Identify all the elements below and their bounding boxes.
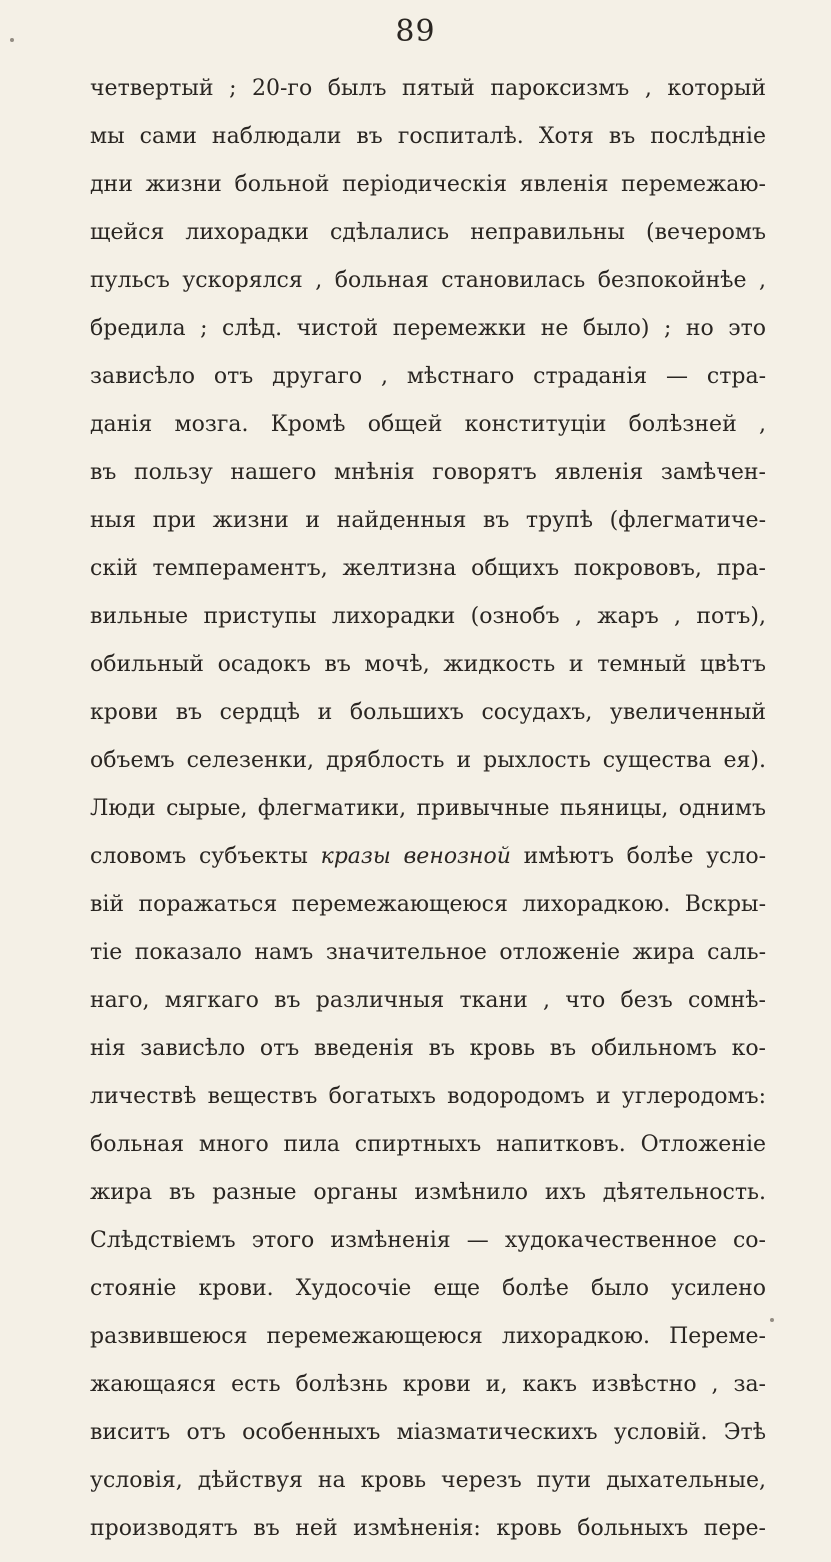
- text-line: крови въ сердцѣ и большихъ сосудахъ, увеличенный: [90, 700, 766, 725]
- paper-speck: [770, 1318, 774, 1322]
- text-line: ныя при жизни и найденныя въ трупѣ (флегматиче-: [90, 508, 766, 533]
- text-line: [90, 842, 766, 890]
- text-line: жающаяся есть болѣзнь крови и, какъ извѣстно , за-: [90, 1372, 766, 1397]
- text-line: бредила ; слѣд. чистой перемежки не было) ; но это: [90, 316, 766, 341]
- text-line: скій темпераментъ, желтизна общихъ покрововъ, пра-: [90, 556, 766, 581]
- text-line: жира въ разные органы измѣнило ихъ дѣятельность.: [90, 1180, 766, 1205]
- text-line: пульсъ ускорялся , больная становилась безпокойнѣе ,: [90, 268, 766, 293]
- text-line: Люди сырые, флегматики, привычные пьяницы, однимъ: [90, 796, 766, 821]
- text-line: личествѣ веществъ богатыхъ водородомъ и углеродомъ:: [90, 1084, 766, 1109]
- text-line: стояніе крови. Худосочіе еще болѣе было усилено: [90, 1276, 766, 1301]
- text-line: вильные приступы лихорадки (ознобъ , жаръ , потъ),: [90, 604, 766, 629]
- text-line: нія зависѣло отъ введенія въ кровь въ обильномъ ко-: [90, 1036, 766, 1061]
- text-line: условія, дѣйствуя на кровь черезъ пути дыхательные,: [90, 1468, 766, 1493]
- text-line: вій поражаться перемежающеюся лихорадкою. Вскры-: [90, 892, 766, 917]
- text-segment: словомъ субъекты: [90, 844, 321, 869]
- text-line: мы сами наблюдали въ госпиталѣ. Хотя въ послѣдніе: [90, 124, 766, 149]
- text-line: Слѣдствіемъ этого измѣненія — худокачественное со-: [90, 1228, 766, 1253]
- text-line: щейся лихорадки сдѣлались неправильны (вечеромъ: [90, 220, 766, 245]
- paper-speck: [10, 38, 14, 42]
- text-line: производятъ въ ней измѣненія: кровь больныхъ пере-: [90, 1516, 766, 1541]
- text-line: въ пользу нашего мнѣнія говорятъ явленія замѣчен-: [90, 460, 766, 485]
- text-line: дни жизни больной періодическія явленія перемежаю-: [90, 172, 766, 197]
- text-line: объемъ селезенки, дряблость и рыхлость существа ея).: [90, 748, 766, 773]
- text-line: данія мозга. Кромѣ общей конституціи болѣзней ,: [90, 412, 766, 437]
- text-line: развившеюся перемежающеюся лихорадкою. Переме-: [90, 1324, 766, 1349]
- italic-term: кразы венозной: [320, 844, 511, 869]
- text-line: зависѣло отъ другаго , мѣстнаго страданія — стра-: [90, 364, 766, 389]
- text-line: четвертый ; 20-го былъ пятый пароксизмъ , который: [90, 76, 766, 101]
- page-number: 89: [395, 14, 436, 49]
- text-line: тіе показало намъ значительное отложеніе жира саль-: [90, 940, 766, 965]
- body-text: [90, 74, 766, 1562]
- text-line: наго, мягкаго въ различныя ткани , что безъ сомнѣ-: [90, 988, 766, 1013]
- text-line: больная много пила спиртныхъ напитковъ. Отложеніе: [90, 1132, 766, 1157]
- text-segment: имѣютъ болѣе усло-: [510, 844, 766, 869]
- text-line: виситъ отъ особенныхъ міазматическихъ условій. Этѣ: [90, 1420, 766, 1445]
- text-line: обильный осадокъ въ мочѣ, жидкость и темный цвѣтъ: [90, 652, 766, 677]
